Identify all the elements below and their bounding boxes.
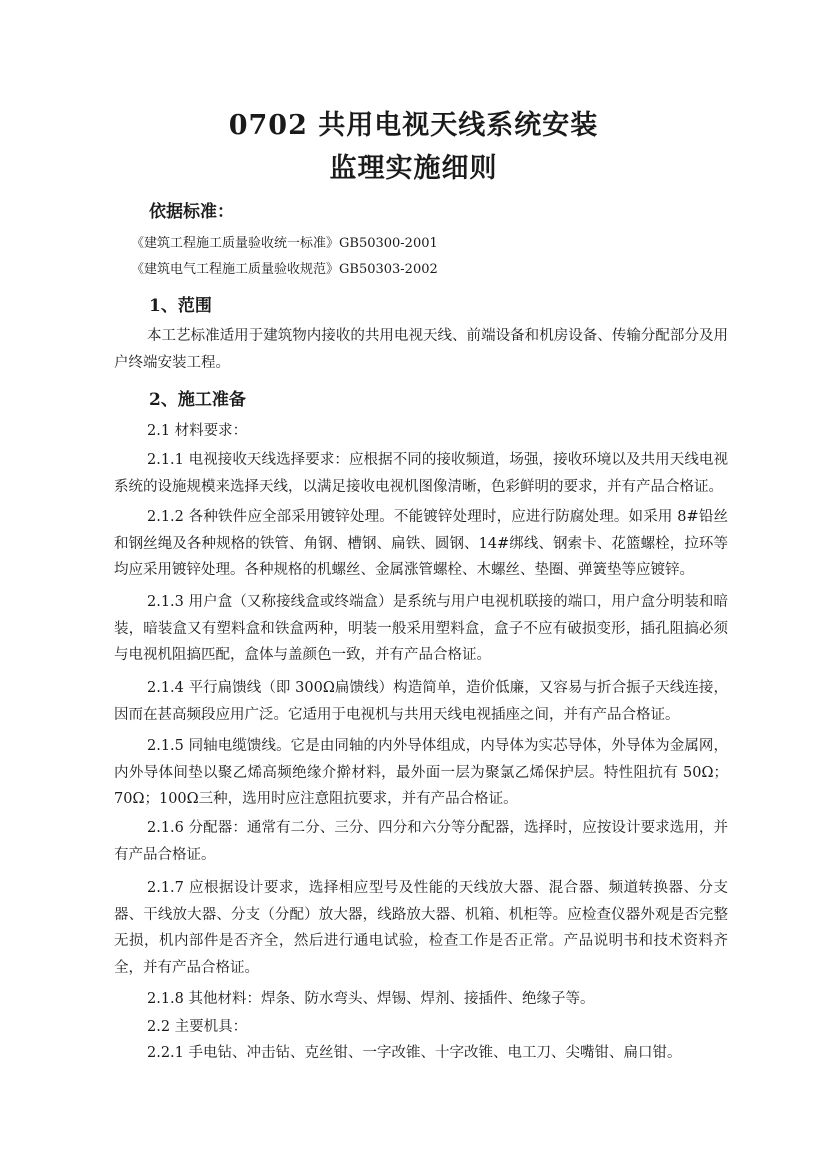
paragraph: 2.1.8 其他材料：焊条、防水弯头、焊锡、焊剂、接插件、绝缘子等。 xyxy=(147,991,595,1007)
scope-paragraph: 本工艺标准适用于建筑物内接收的共用电视天线、前端设备和机房设备、传输分配部分及用户终端安装工程。 xyxy=(114,328,728,371)
section-heading-preparation: 2、施工准备 xyxy=(149,390,246,410)
basis-heading: 依据标准： xyxy=(149,202,234,222)
subsection-heading: 2.2 主要机具： xyxy=(147,1019,248,1035)
paragraph: 2.1.7 应根据设计要求，选择相应型号及性能的天线放大器、混合器、频道转换器、分支器、干线放大器、分支（分配）放大器，线路放大器、机箱、机柜等。应检查仪器外观是否完整无损，机内部件是否齐全，然后进行通电试验，检查工作是否正常。产品说明书和技术资料齐全，并有产品合格证。 xyxy=(114,880,728,976)
paragraph: 2.2.1 手电钻、冲击钻、克丝钳、一字改锥、十字改锥、电工刀、尖嘴钳、扁口钳。 xyxy=(147,1045,682,1061)
standard-ref: 《建筑工程施工质量验收统一标准》GB50300-2001 xyxy=(131,236,438,251)
paragraph: 2.1.1 电视接收天线选择要求：应根据不同的接收频道，场强，接收环境以及共用天线电视系统的设施规模来选择天线，以满足接收电视机图像清晰，色彩鲜明的要求，并有产品合格证。 xyxy=(114,452,728,495)
paragraph: 2.1.2 各种铁件应全部采用镀锌处理。不能镀锌处理时，应进行防腐处理。如采用 8#铅丝和钢丝绳及各种规格的铁管、角钢、槽钢、扁铁、圆钢、14#绑线、钢索卡、花篮螺栓，拉环等均应采用镀锌处理。各种规格的机螺丝、金属涨管螺栓、木螺丝、垫圈、弹簧垫等应镀锌。 xyxy=(114,509,728,578)
subsection-heading: 2.1 材料要求： xyxy=(147,423,248,439)
document-title: 0702 共用电视天线系统安装 xyxy=(228,110,599,141)
paragraph: 2.1.3 用户盒（又称接线盒或终端盒）是系统与用户电视机联接的端口，用户盒分明装和暗装，暗装盒又有塑料盒和铁盒两种，明装一般采用塑料盒，盒子不应有破损变形，插孔阻搞必须与电视机阻搞匹配，盒体与盖颜色一致，并有产品合格证。 xyxy=(114,594,728,663)
paragraph: 2.1.5 同轴电缆馈线。它是由同轴的内外导体组成，内导体为实芯导体，外导体为金属网，内外导体间垫以聚乙烯高频绝缘介擀材料，最外面一层为聚氯乙烯保护层。特性阻抗有 50Ω；70Ω；100Ω三种，选用时应注意阻抗要求，并有产品合格证。 xyxy=(114,738,728,807)
paragraph: 2.1.6 分配器：通常有二分、三分、四分和六分等分配器，选择时，应按设计要求选用，并有产品合格证。 xyxy=(114,820,728,863)
document-subtitle: 监理实施细则 xyxy=(329,153,498,184)
section-heading-scope: 1、范围 xyxy=(149,296,212,316)
paragraph: 2.1.4 平行扁馈线（即 300Ω扁馈线）构造简单，造价低廉，又容易与折合振子天线连接，因而在甚高频段应用广泛。它适用于电视机与共用天线电视插座之间，并有产品合格证。 xyxy=(114,680,728,723)
standard-ref: 《建筑电气工程施工质量验收规范》GB50303-2002 xyxy=(131,262,438,277)
